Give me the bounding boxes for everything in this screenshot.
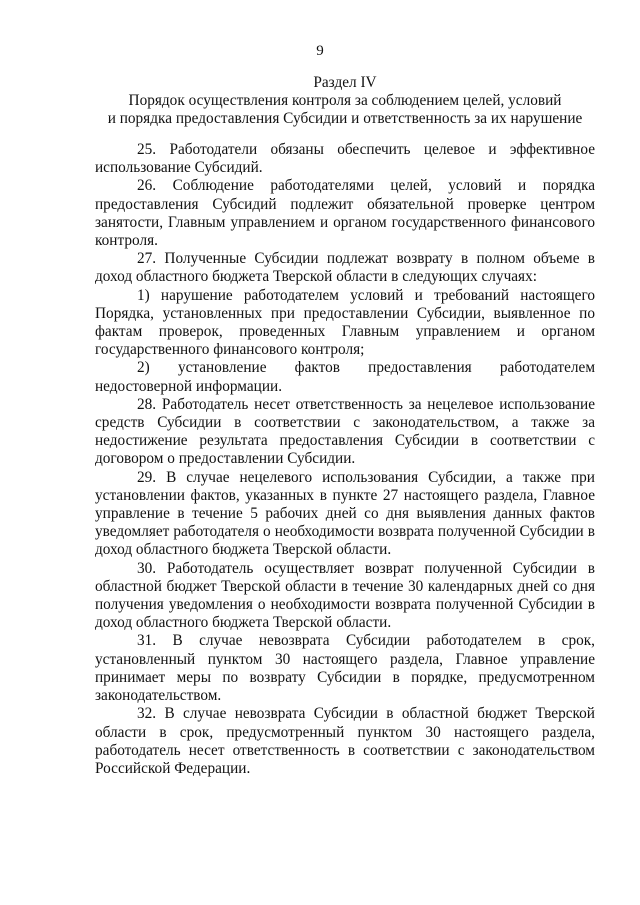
paragraph-31: 31. В случае невозврата Субсидии работодателем в срок, установленный пунктом 30 настоящего раздела, Главное управление принимает меры по возврату Субсидии в порядке, предусмотренном законодательством. bbox=[95, 632, 595, 705]
paragraph-27-item-1: 1) нарушение работодателем условий и требований настоящего Порядка, установленных при предоставлении Субсидии, выявленное по фактам проверок, проведенных Главным управлением и органом государственного финансового контроля; bbox=[95, 286, 595, 359]
paragraph-26: 26. Соблюдение работодателями целей, условий и порядка предоставления Субсидий подлежит обязательной проверке центром занятости, Главным управлением и органом государственного финансового контроля. bbox=[95, 177, 595, 250]
paragraph-30: 30. Работодатель осуществляет возврат полученной Субсидии в областной бюджет Тверской области в течение 30 календарных дней со дня получения уведомления о необходимости возврата полученной Субсидии в доход областного бюджета Тверской области. bbox=[95, 559, 595, 632]
paragraph-27-item-2: 2) установление фактов предоставления работодателем недостоверной информации. bbox=[95, 359, 595, 395]
paragraph-25: 25. Работодатели обязаны обеспечить целевое и эффективное использование Субсидий. bbox=[95, 141, 595, 177]
section-heading-line-1: Порядок осуществления контроля за соблюдением целей, условий bbox=[128, 92, 562, 109]
section-heading bbox=[95, 74, 595, 128]
paragraph-32: 32. В случае невозврата Субсидии в областной бюджет Тверской области в срок, предусмотренный пунктом 30 настоящего раздела, работодатель несет ответственность в соответствии с законодательством Российской Федерации. bbox=[95, 705, 595, 777]
paragraph-27: 27. Полученные Субсидии подлежат возврату в полном объеме в доход областного бюджета Тверской области в следующих случаях: bbox=[95, 250, 595, 286]
paragraph-28: 28. Работодатель несет ответственность за нецелевое использование средств Субсидии в соответствии с законодательством, а также за недостижение результата предоставления Субсидии в соответствии с договором о предоставлении Субсидии. bbox=[95, 395, 595, 468]
section-heading-line-2: и порядка предоставления Субсидии и ответственность за их нарушение bbox=[107, 110, 583, 127]
document-body bbox=[95, 141, 595, 778]
paragraph-29: 29. В случае нецелевого использования Субсидии, а также при установлении фактов, указанных в пункте 27 настоящего раздела, Главное управление в течение 5 рабочих дней со дня выявления данных фактов уведомляет работодателя о необходимости возврата полученной Субсидии в доход областного бюджета Тверской области. bbox=[95, 468, 595, 559]
page-number: 9 bbox=[316, 43, 324, 59]
section-title: Раздел IV bbox=[313, 74, 377, 91]
